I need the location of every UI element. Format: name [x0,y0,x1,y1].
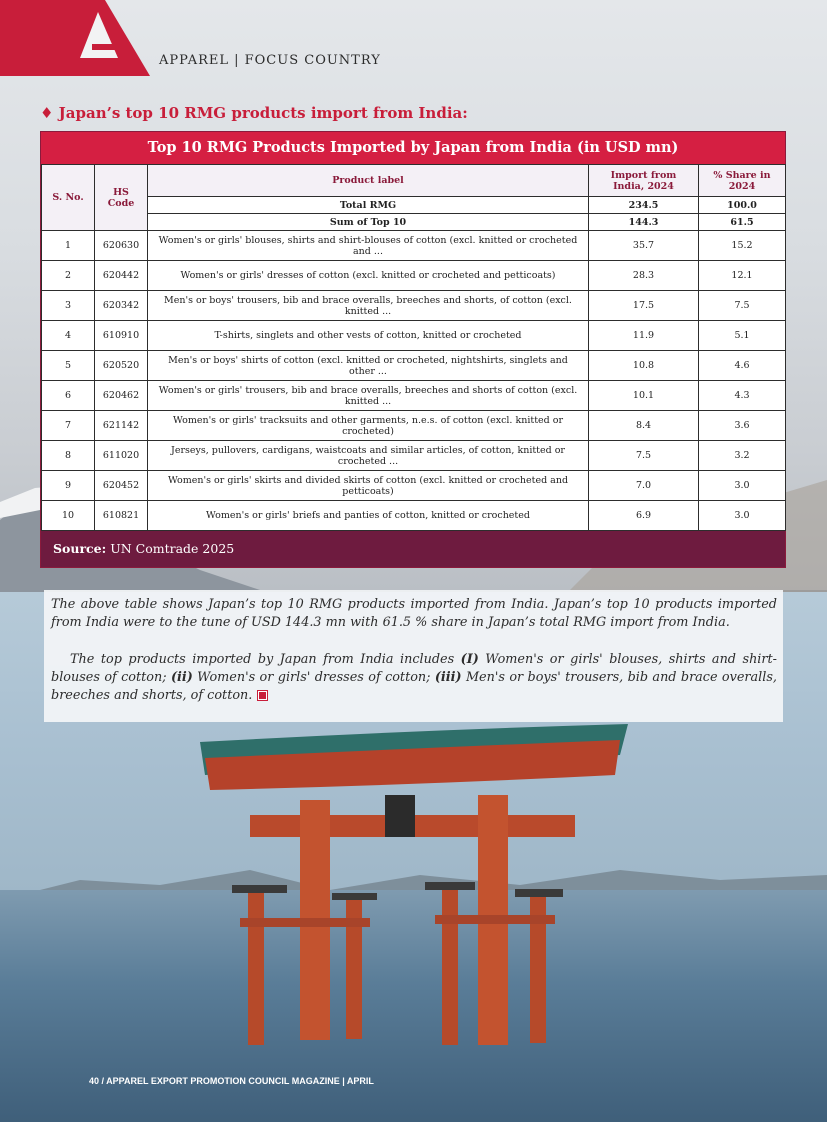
table-row [42,261,786,291]
row-sno: 1 [42,231,95,261]
p2-marker-1: (I) [460,652,479,667]
table-row [42,381,786,411]
table-row [42,501,786,531]
row-hs-code: 621142 [95,411,148,441]
note-paragraph-1: The above table shows Japan’s top 10 RMG products imported from India. Japan’s top 10 products imported from India were to the tune of USD 144.3 mn with 61.5 % share in Japan’s total RMG import from India. [51,597,777,630]
row-sno: 10 [42,501,95,531]
row-product: Men's or boys' shirts of cotton (excl. knitted or crocheted, nightshirts, singlets and other ... [148,351,589,381]
table-row [42,291,786,321]
row-product: Jerseys, pullovers, cardigans, waistcoats and similar articles, of cotton, knitted or crocheted ... [148,441,589,471]
table-row [42,441,786,471]
row-product: Men's or boys' trousers, bib and brace overalls, breeches and shorts, of cotton (excl. knitted ... [148,291,589,321]
row-hs-code: 610821 [95,501,148,531]
p2-marker-3: (iii) [434,670,462,685]
row-share: 3.0 [699,501,786,531]
page-footer: 40 / APPAREL EXPORT PROMOTION COUNCIL MAGAZINE | APRIL [89,1076,374,1086]
row-share: 3.0 [699,471,786,501]
row-hs-code: 620520 [95,351,148,381]
row-hs-code: 620452 [95,471,148,501]
summary-label: Total RMG [148,197,589,214]
p2-item-1: Women's or girls' blouses, shirts and shirt-blouses of cotton; [51,652,777,685]
row-product: T-shirts, singlets and other vests of cotton, knitted or crocheted [148,321,589,351]
row-share: 5.1 [699,321,786,351]
row-hs-code: 610910 [95,321,148,351]
row-import: 11.9 [589,321,699,351]
row-sno: 4 [42,321,95,351]
row-sno: 2 [42,261,95,291]
row-sno: 5 [42,351,95,381]
row-import: 8.4 [589,411,699,441]
row-import: 7.0 [589,471,699,501]
summary-import: 234.5 [589,197,699,214]
row-product: Women's or girls' dresses of cotton (excl. knitted or crocheted and petticoats) [148,261,589,291]
p2-marker-2: (ii) [170,670,193,685]
row-sno: 7 [42,411,95,441]
col-header-share: % Share in 2024 [699,165,786,197]
row-product: Women's or girls' trousers, bib and brace overalls, breeches and shorts of cotton (excl. knitted ... [148,381,589,411]
row-import: 17.5 [589,291,699,321]
summary-share: 100.0 [699,197,786,214]
source-label: Source: [53,541,107,556]
data-table [41,164,786,531]
row-product: Women's or girls' skirts and divided skirts of cotton (excl. knitted or crocheted and petticoats) [148,471,589,501]
summary-row-top10 [42,214,786,231]
col-header-sno: S. No. [42,165,95,231]
section-label: APPAREL | FOCUS COUNTRY [159,53,381,68]
row-sno: 3 [42,291,95,321]
import-table [40,131,786,568]
col-header-import: Import from India, 2024 [589,165,699,197]
row-product: Women's or girls' tracksuits and other garments, n.e.s. of cotton (excl. knitted or crocheted) [148,411,589,441]
source-bar [41,531,785,567]
summary-label: Sum of Top 10 [148,214,589,231]
row-import: 10.1 [589,381,699,411]
row-hs-code: 620462 [95,381,148,411]
row-hs-code: 620630 [95,231,148,261]
row-import: 6.9 [589,501,699,531]
row-hs-code: 611020 [95,441,148,471]
note-paragraph-2 [51,651,777,705]
summary-import: 144.3 [589,214,699,231]
row-share: 4.6 [699,351,786,381]
row-share: 4.3 [699,381,786,411]
p2-item-2: Women's or girls' dresses of cotton; [192,670,435,685]
row-share: 15.2 [699,231,786,261]
summary-share: 61.5 [699,214,786,231]
source-text: UN Comtrade 2025 [110,541,235,556]
row-hs-code: 620442 [95,261,148,291]
row-share: 3.2 [699,441,786,471]
row-sno: 6 [42,381,95,411]
row-import: 10.8 [589,351,699,381]
p2-intro: The top products imported by Japan from India includes [70,652,461,667]
table-title: Top 10 RMG Products Imported by Japan from India (in USD mn) [41,132,785,164]
table-row [42,351,786,381]
table-row [42,231,786,261]
table-row [42,471,786,501]
magazine-logo [0,0,160,76]
row-hs-code: 620342 [95,291,148,321]
col-header-product: Product label [148,165,589,197]
table-row [42,411,786,441]
row-share: 3.6 [699,411,786,441]
row-import: 7.5 [589,441,699,471]
row-import: 35.7 [589,231,699,261]
row-import: 28.3 [589,261,699,291]
row-share: 7.5 [699,291,786,321]
row-product: Women's or girls' blouses, shirts and shirt-blouses of cotton (excl. knitted or crocheted and ... [148,231,589,261]
note-box [44,590,783,722]
table-row [42,321,786,351]
col-header-hs-code: HS Code [95,165,148,231]
row-share: 12.1 [699,261,786,291]
summary-row-total [42,197,786,214]
row-sno: 8 [42,441,95,471]
end-mark-icon [258,691,267,700]
section-heading: ♦ Japan’s top 10 RMG products import from India: [40,104,468,122]
row-product: Women's or girls' briefs and panties of cotton, knitted or crocheted [148,501,589,531]
p2-item-3: Men's or boys' trousers, bib and brace overalls, breeches and shorts, of cotton. [51,670,778,703]
row-sno: 9 [42,471,95,501]
